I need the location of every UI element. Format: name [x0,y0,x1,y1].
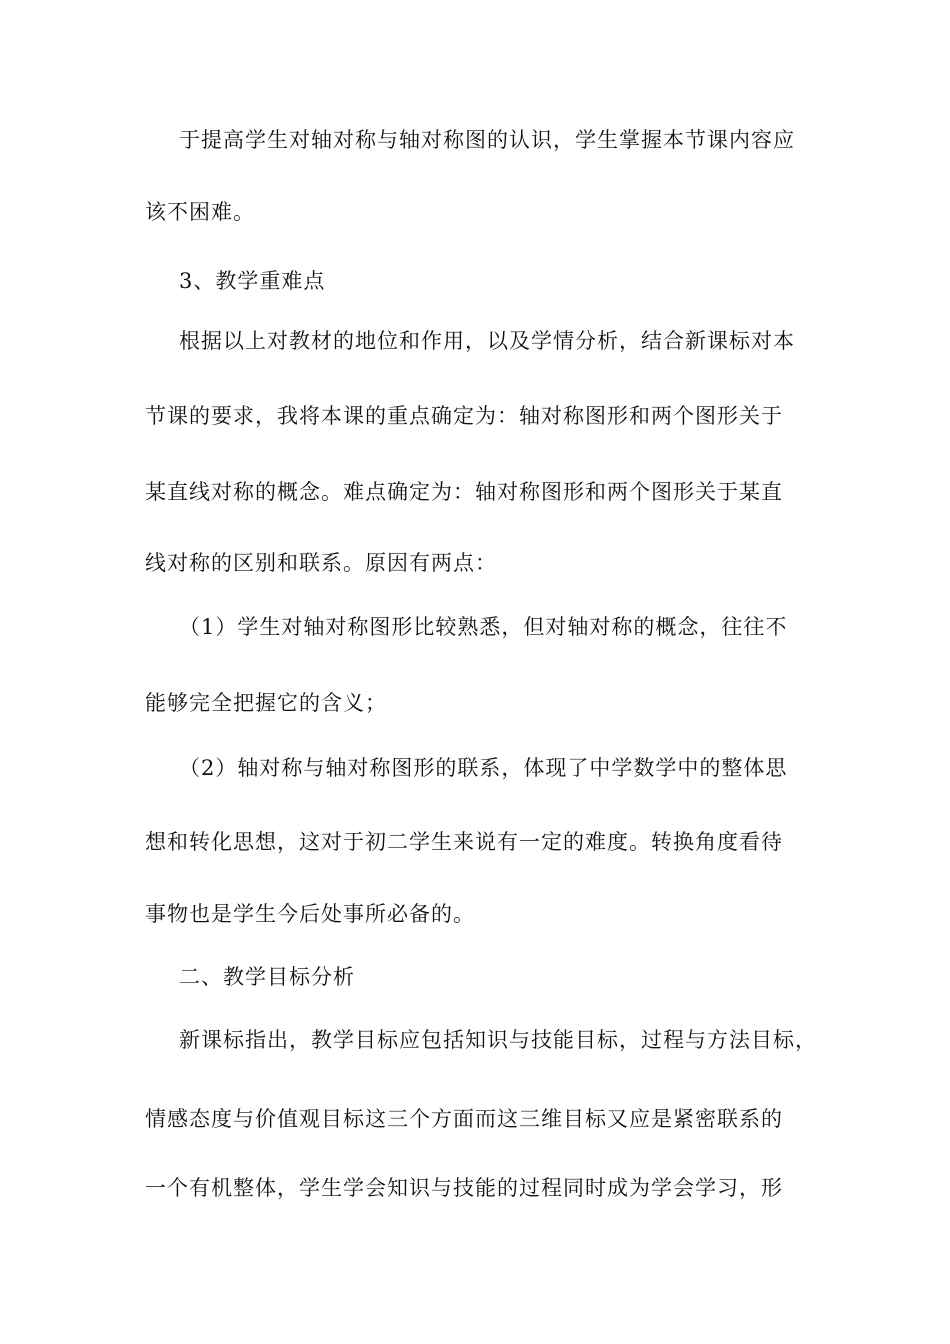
text-line-9: 能够完全把握它的含义； [145,691,387,715]
text-line-5: 节课的要求，我将本课的重点确定为：轴对称图形和两个图形关于 [145,404,783,428]
text-line-11: 想和转化思想，这对于初二学生来说有一定的难度。转换角度看待 [145,830,783,854]
text-line-6: 某直线对称的概念。难点确定为：轴对称图形和两个图形关于某直 [145,480,783,504]
text-line-1: 于提高学生对轴对称与轴对称图的认识，学生掌握本节课内容应 [179,128,795,152]
section-heading-2: 二、教学目标分析 [179,965,355,989]
text-line-14: 新课标指出，教学目标应包括知识与技能目标，过程与方法目标， [179,1028,817,1052]
text-line-2: 该不困难。 [145,200,255,224]
text-line-7: 线对称的区别和联系。原因有两点： [145,551,497,575]
text-line-15: 情感态度与价值观目标这三个方面而这三维目标又应是紧密联系的 [145,1107,783,1131]
text-line-10: （2）轴对称与轴对称图形的联系，体现了中学数学中的整体思 [179,756,788,780]
text-line-4: 根据以上对教材的地位和作用，以及学情分析，结合新课标对本 [179,329,795,353]
text-line-12: 事物也是学生今后处事所必备的。 [145,902,475,926]
text-line-8: （1）学生对轴对称图形比较熟悉，但对轴对称的概念，往往不 [179,615,788,639]
section-heading-3: 3、教学重难点 [179,269,326,293]
text-line-16: 一个有机整体，学生学会知识与技能的过程同时成为学会学习，形 [145,1176,783,1200]
